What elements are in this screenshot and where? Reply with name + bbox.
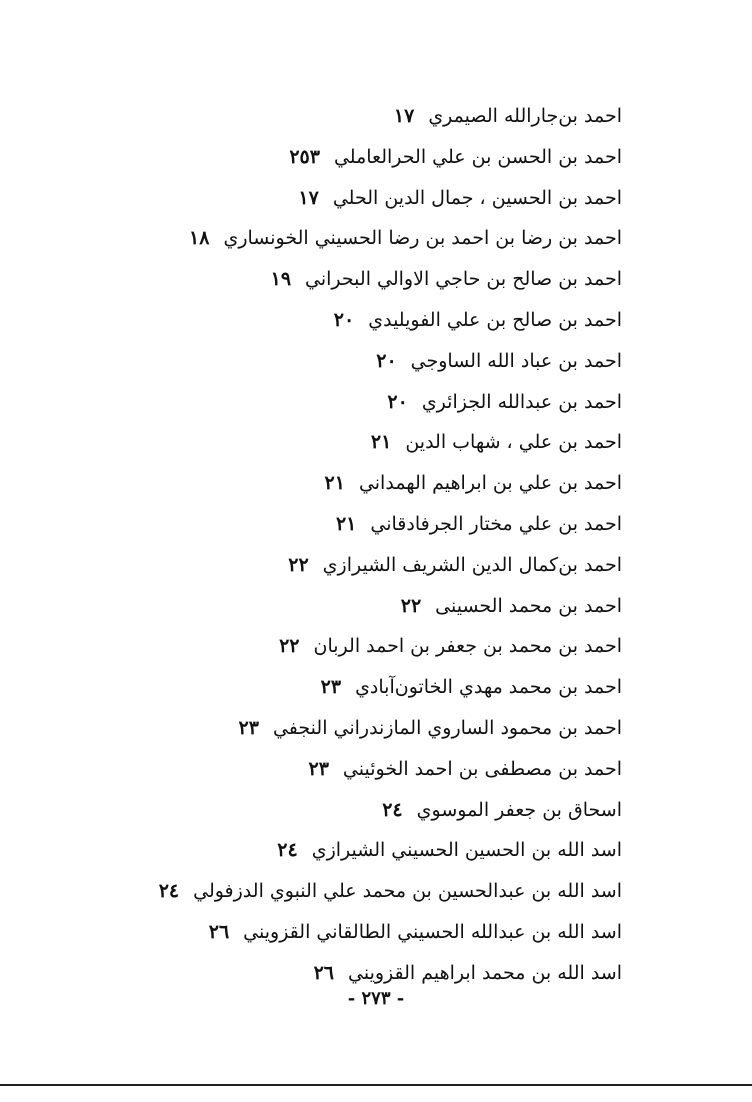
index-entry	[62, 586, 622, 627]
entry-page-number: ٢١	[370, 431, 392, 454]
entry-page-number: ١٨	[189, 227, 210, 250]
index-entry	[62, 871, 622, 912]
index-entry	[62, 137, 622, 178]
entry-name: احمد بن‌جارالله الصيمري	[428, 105, 622, 127]
entry-page-number: ٢٤	[277, 839, 298, 862]
entry-page-number: ٢٢	[279, 635, 300, 658]
index-entry	[62, 463, 622, 504]
index-entry	[62, 626, 622, 667]
entry-name: احمد بن علي بن ابراهيم الهمداني	[358, 472, 622, 495]
entry-name: احمد بن عبدالله الجزائري	[421, 390, 622, 413]
entry-name: احمد بن علي مختار الجرفادقاني	[370, 512, 622, 535]
index-entry	[62, 300, 622, 341]
index-entry	[62, 545, 622, 586]
entry-page-number: ١٩	[270, 268, 292, 291]
entry-page-number: ٢١	[324, 472, 345, 495]
entry-name: احمد بن‌كمال الدين الشريف الشيرازي	[322, 553, 622, 576]
entry-name: اسد الله بن الحسين الحسيني الشيرازي	[311, 839, 622, 862]
entry-name: احمد بن محمد الحسينى	[435, 594, 622, 617]
index-entry	[62, 218, 622, 259]
entry-name: اسد الله بن عبدالحسين بن محمد علي النبوي الدزفولي	[193, 880, 622, 903]
entry-name: احمد بن صالح بن علي الفويليدي	[368, 308, 622, 331]
entry-name: اسحاق بن جعفر الموسوي	[416, 798, 622, 821]
entry-page-number: ٢٠	[333, 308, 355, 331]
entry-name: احمد بن محمد بن جعفر بن احمد الربان	[313, 635, 622, 658]
bottom-rule	[0, 1084, 752, 1086]
index-entry	[62, 790, 622, 831]
entry-page-number: ٢٢	[400, 594, 422, 617]
entry-page-number: ٢٣	[238, 716, 259, 739]
entry-page-number: ٢٣	[308, 757, 329, 780]
entry-page-number: ١٧	[393, 105, 415, 127]
entry-page-number: ٢١	[335, 512, 357, 535]
index-entry	[62, 830, 622, 871]
index-entry	[62, 667, 622, 708]
index-entry	[62, 708, 622, 749]
entry-page-number: ٢٥٣	[289, 145, 320, 168]
entry-page-number: ٢٢	[288, 553, 309, 576]
index-entry	[62, 504, 622, 545]
entry-page-number: ١٧	[298, 186, 319, 209]
index-entry	[62, 259, 622, 300]
index-entry	[62, 382, 622, 423]
entry-name: احمد بن مصطفى بن احمد الخوئيني	[342, 757, 622, 780]
index-entry	[62, 96, 622, 137]
entry-name: اسد الله بن محمد ابراهيم القزويني	[348, 961, 622, 984]
entry-name: احمد بن محمود الساروي المازندراني النجفي	[272, 716, 622, 739]
entry-page-number: ٢٠	[387, 390, 408, 413]
page-number: - ٢٧٣ -	[347, 988, 405, 1009]
entry-name: احمد بن عباد الله الساوجي	[410, 349, 622, 372]
index-list	[62, 96, 622, 994]
index-entry	[62, 749, 622, 790]
entry-page-number: ٢٤	[382, 798, 403, 821]
entry-name: احمد بن الحسين ، جمال الدين الحلي	[332, 186, 622, 209]
entry-name: احمد بن الحسن بن علي الحرالعاملي	[333, 145, 622, 168]
entry-name: اسد الله بن عبدالله الحسيني الطالقاني القزويني	[243, 920, 622, 943]
entry-name: احمد بن علي ، شهاب الدين	[405, 431, 622, 454]
entry-name: احمد بن صالح بن حاجي الاوالي البحراني	[305, 268, 622, 291]
entry-page-number: ٢٤	[158, 880, 180, 903]
index-entry	[62, 422, 622, 463]
entry-page-number: ٢٠	[376, 349, 397, 372]
entry-name: احمد بن رضا بن احمد بن رضا الحسيني الخونساري	[223, 227, 622, 250]
index-entry	[62, 912, 622, 953]
entry-page-number: ٢٣	[320, 676, 342, 699]
entry-page-number: ٢٦	[208, 920, 230, 943]
index-entry	[62, 178, 622, 219]
entry-page-number: ٢٦	[313, 961, 334, 984]
index-entry	[62, 341, 622, 382]
entry-name: احمد بن محمد مهدي الخاتون‌آبادي	[355, 676, 622, 699]
